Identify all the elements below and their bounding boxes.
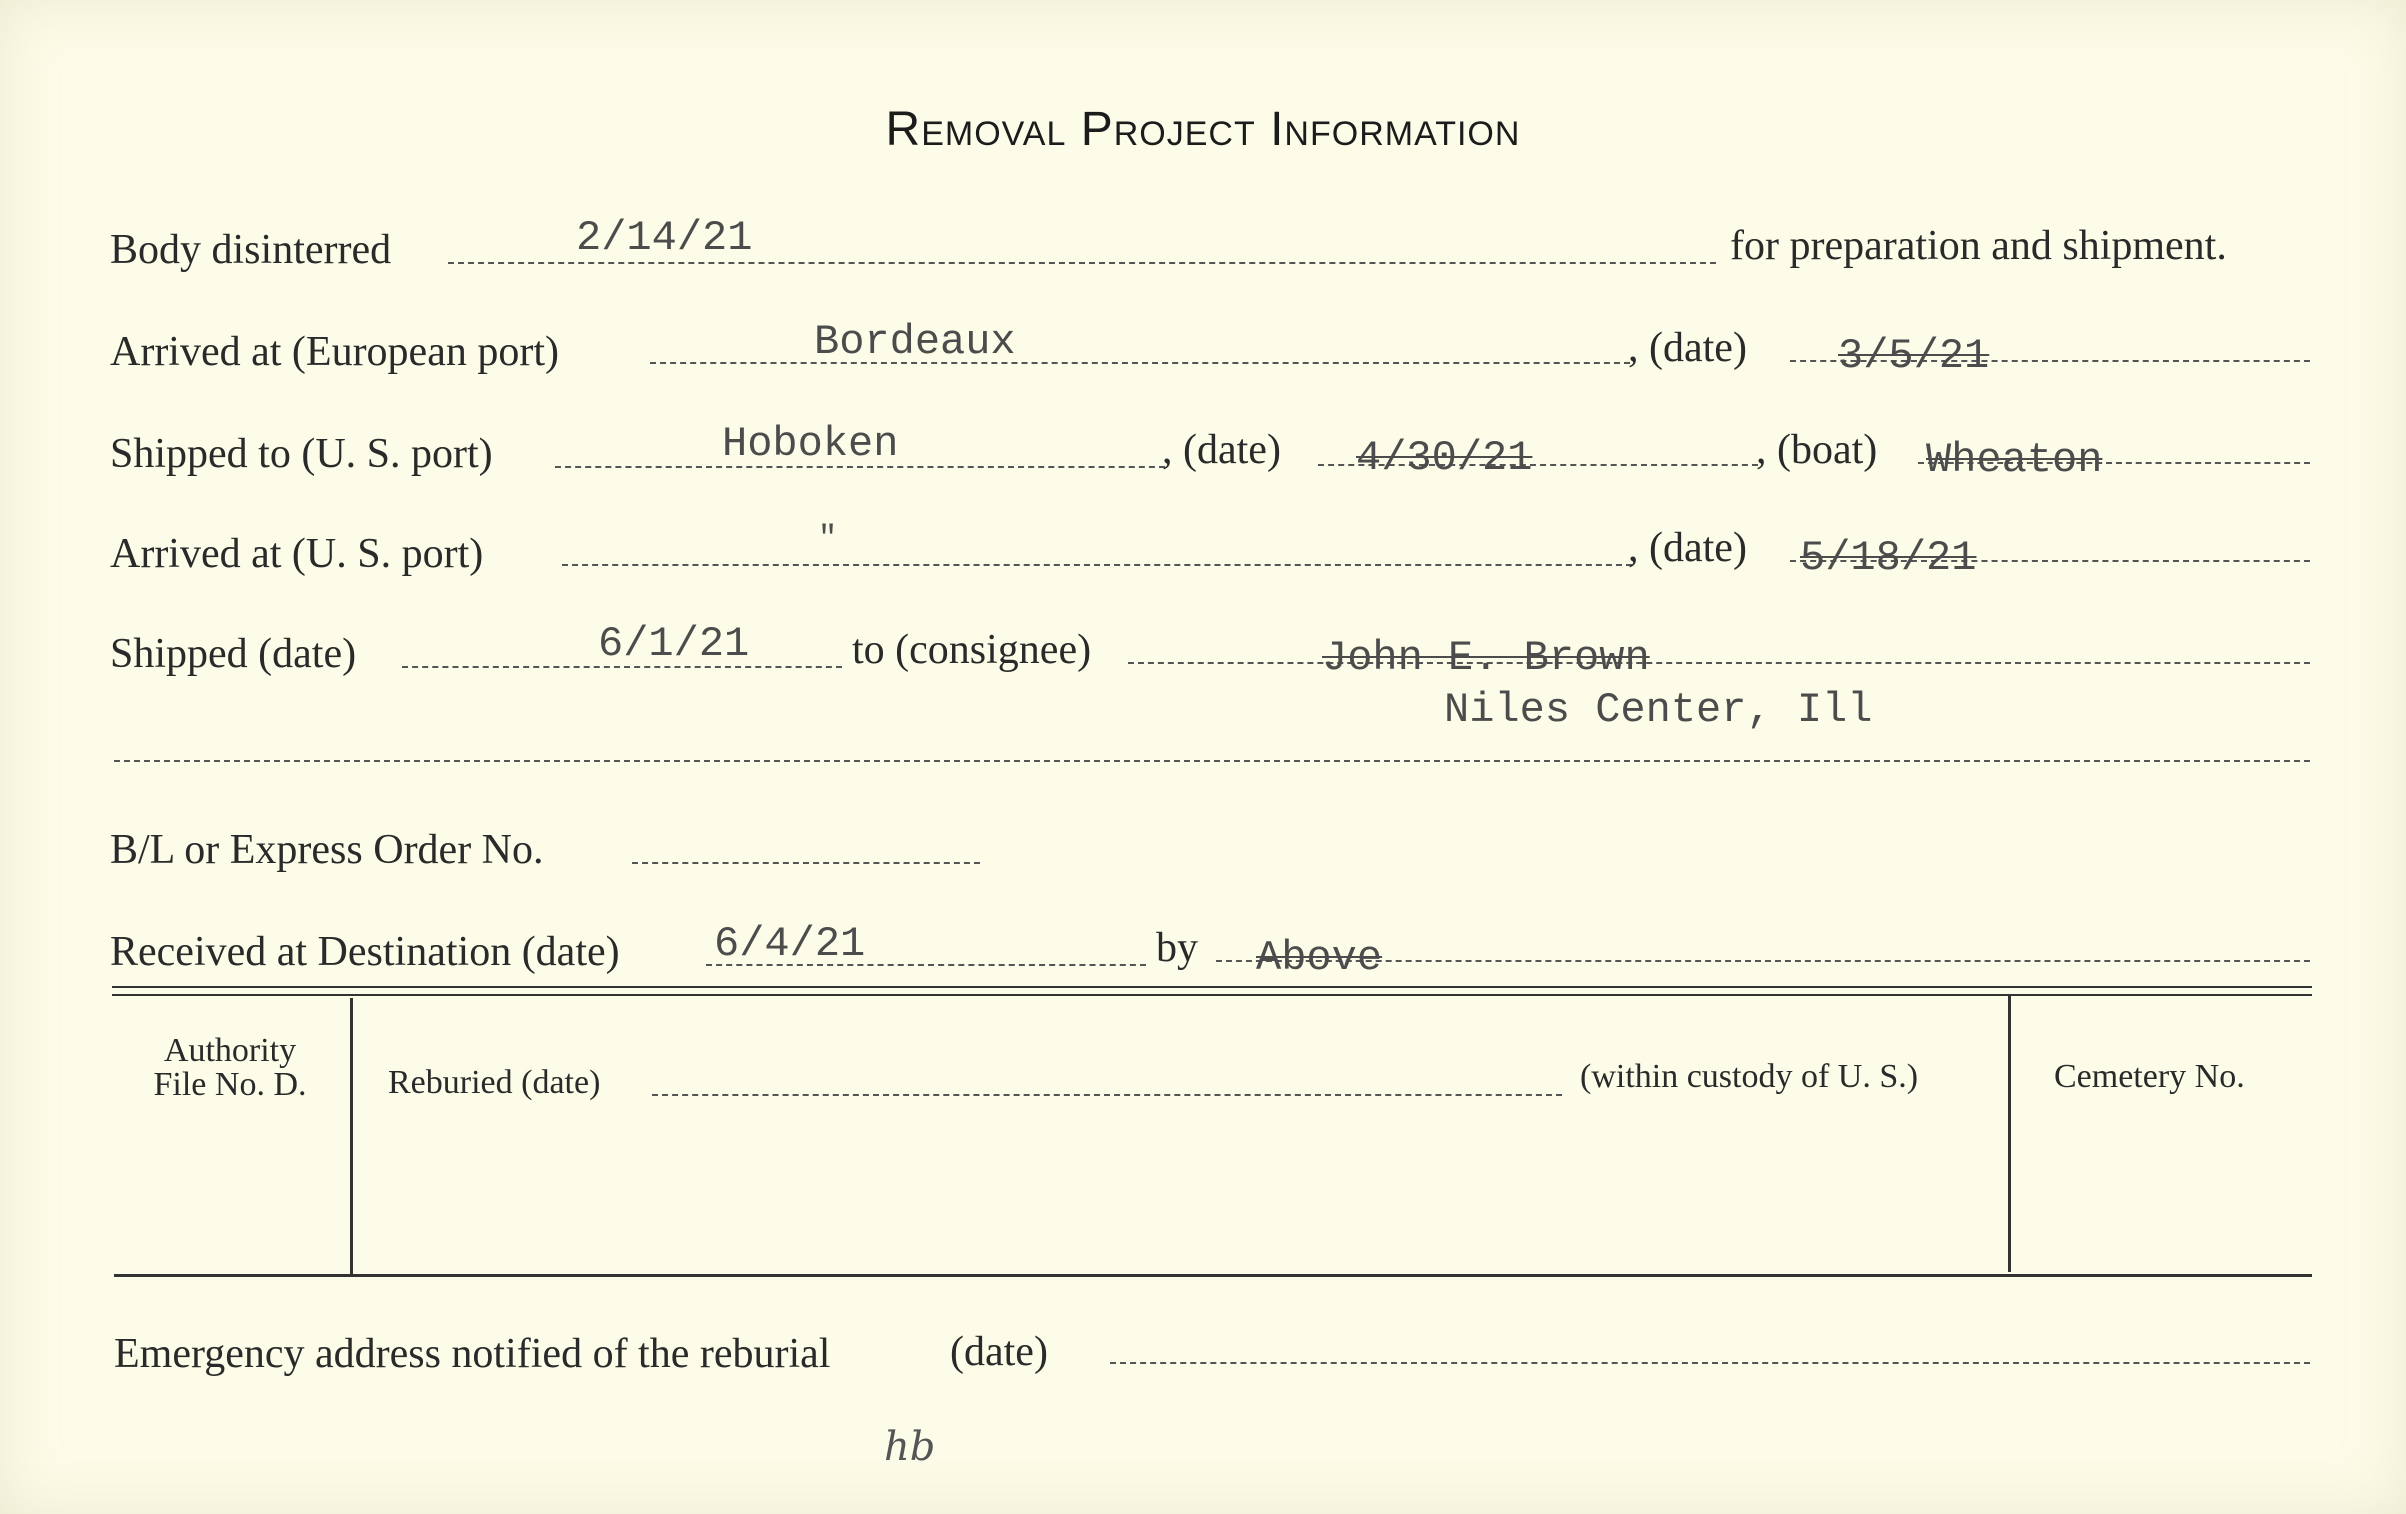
european-port-label: Arrived at (European port): [110, 329, 559, 375]
bl-line: [632, 862, 980, 864]
disinterred-line: [448, 262, 1716, 264]
european-port-line: [650, 362, 1630, 364]
shipped-us-date: 4/30/21: [1356, 434, 1533, 482]
table-divider-right: [2008, 996, 2011, 1272]
emergency-label: Emergency address notified of the reburial: [114, 1331, 831, 1377]
page-title: Removal Project Information: [885, 103, 1521, 156]
shipped-us-boat: Wheaton: [1926, 436, 2103, 484]
european-port-date-label: , (date): [1628, 325, 1747, 371]
authority-label-line2: File No. D.: [153, 1066, 307, 1103]
european-port-date: 3/5/21: [1838, 332, 1990, 380]
received-date: 6/4/21: [714, 920, 866, 968]
received-label: Received at Destination (date): [110, 929, 620, 975]
arrived-us-label: Arrived at (U. S. port): [110, 531, 484, 577]
disinterred-label: Body disinterred: [110, 227, 392, 273]
authority-label-line1: Authority: [163, 1032, 297, 1069]
shipped-us-label: Shipped to (U. S. port): [110, 431, 493, 477]
table-top-rule-2: [112, 994, 2312, 996]
emergency-line: [1110, 1362, 2310, 1364]
shipped-us-boat-label: , (boat): [1756, 427, 1878, 473]
consignee-extra-line: [114, 760, 2310, 762]
arrived-us-line: [562, 564, 1632, 566]
handwritten-initials: hb: [884, 1424, 936, 1470]
shipped-us-port: Hoboken: [722, 420, 899, 468]
custody-label: (within custody of U. S.): [1580, 1058, 1919, 1095]
reburied-line: [652, 1094, 1562, 1096]
arrived-us-date: 5/18/21: [1800, 534, 1977, 582]
table-top-rule-1: [112, 986, 2312, 988]
table-divider-left: [350, 998, 353, 1276]
emergency-date-label: (date): [950, 1329, 1048, 1375]
table-bottom-rule: [114, 1274, 2312, 1277]
arrived-us-date-label: , (date): [1628, 525, 1747, 571]
disinterred-date: 2/14/21: [576, 214, 753, 262]
consignee-label: to (consignee): [852, 627, 1092, 673]
shipped-label: Shipped (date): [110, 631, 357, 677]
disinterred-suffix: for preparation and shipment.: [1730, 223, 2227, 269]
received-by-value: Above: [1256, 934, 1383, 982]
shipped-date: 6/1/21: [598, 620, 750, 668]
consignee-name: John E. Brown: [1322, 634, 1650, 682]
consignee-address: Niles Center, Ill: [1444, 686, 1873, 734]
received-by-label: by: [1156, 925, 1198, 971]
cemetery-label: Cemetery No.: [2054, 1058, 2245, 1095]
shipped-us-date-label: , (date): [1162, 427, 1281, 473]
european-port-value: Bordeaux: [814, 318, 1016, 366]
authority-label: [120, 1034, 340, 1102]
bl-label: B/L or Express Order No.: [110, 827, 544, 873]
arrived-us-ditto: ": [818, 520, 838, 557]
reburied-label: Reburied (date): [388, 1064, 601, 1101]
consignee-line: [1128, 662, 2310, 664]
